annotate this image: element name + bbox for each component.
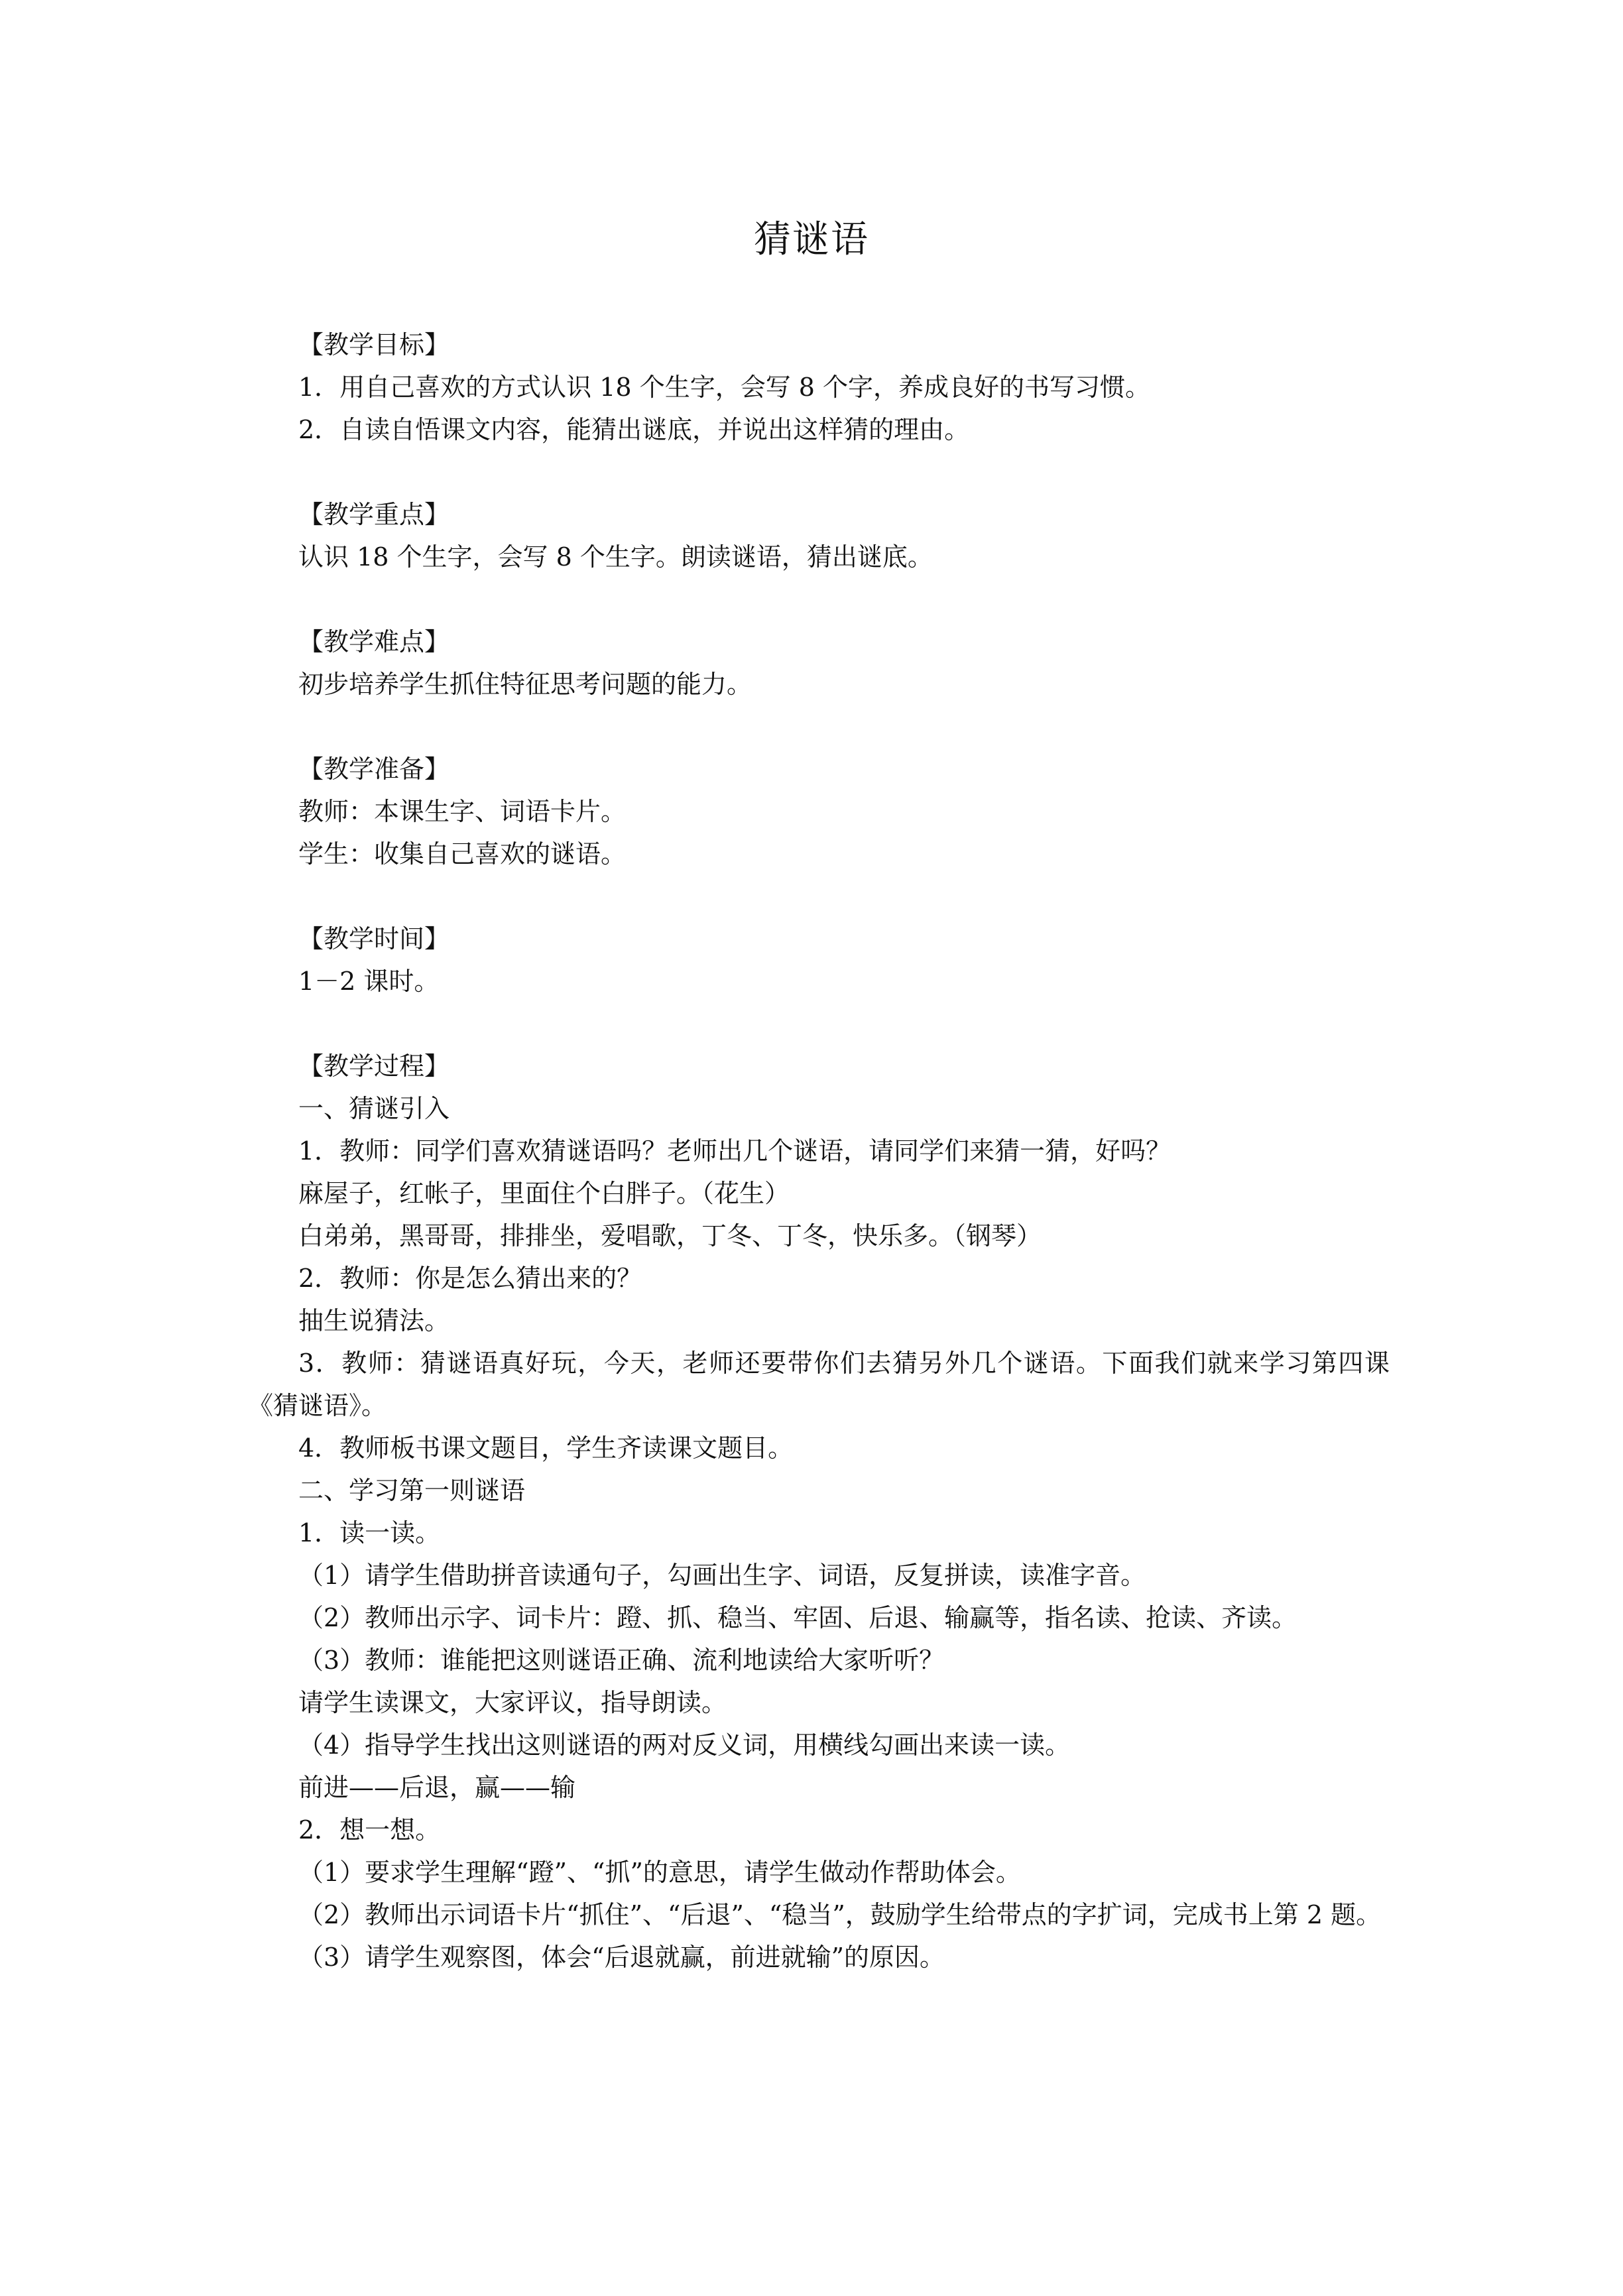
process-line: （1）要求学生理解“蹬”、“抓”的意思，请学生做动作帮助体会。 — [298, 1858, 1021, 1887]
preparation-teacher: 教师：本课生字、词语卡片。 — [298, 797, 627, 826]
process-line: （2）教师出示字、词卡片：蹬、抓、稳当、牢固、后退、输赢等，指名读、抢读、齐读。 — [298, 1603, 1297, 1632]
preparation-student: 学生：收集自己喜欢的谜语。 — [298, 839, 627, 869]
section-heading-process: 【教学过程】 — [298, 1052, 450, 1081]
section-heading-preparation: 【教学准备】 — [298, 755, 450, 784]
section-heading-time: 【教学时间】 — [298, 924, 450, 953]
process-line: （3）教师：谁能把这则谜语正确、流利地读给大家听听？ — [298, 1646, 945, 1675]
document-body — [248, 324, 1390, 1978]
section-heading-key-points: 【教学重点】 — [298, 500, 450, 529]
process-line: （4）指导学生找出这则谜语的两对反义词，用横线勾画出来读一读。 — [298, 1730, 1071, 1760]
difficulties-text: 初步培养学生抓住特征思考问题的能力。 — [298, 670, 752, 699]
time-text: 1－2 课时。 — [298, 967, 440, 996]
key-points-text: 认识 18 个生字，会写 8 个生字。朗读谜语，猜出谜底。 — [298, 542, 933, 572]
section-heading-difficulties: 【教学难点】 — [298, 627, 450, 656]
section-heading-objectives: 【教学目标】 — [298, 330, 450, 359]
process-line: 抽生说猜法。 — [298, 1306, 450, 1335]
process-line: 2．想一想。 — [298, 1815, 441, 1844]
process-line: 麻屋子，红帐子，里面住个白胖子。（花生） — [298, 1179, 790, 1208]
process-line: 2．教师：你是怎么猜出来的？ — [298, 1264, 642, 1293]
objective-item: 1．用自己喜欢的方式认识 18 个生字，会写 8 个字，养成良好的书写习惯。 — [298, 373, 1151, 402]
process-line: 前进——后退，赢——输 — [298, 1773, 576, 1802]
process-line: 1．教师：同学们喜欢猜谜语吗？老师出几个谜语，请同学们来猜一猜，好吗？ — [298, 1136, 1172, 1166]
process-line: 白弟弟，黑哥哥，排排坐，爱唱歌，丁冬、丁冬，快乐多。（钢琴） — [298, 1221, 1042, 1250]
document-title: 猜谜语 — [754, 218, 869, 261]
process-line: 请学生读课文，大家评议，指导朗读。 — [298, 1688, 727, 1717]
objective-item: 2．自读自悟课文内容，能猜出谜底，并说出这样猜的理由。 — [298, 415, 970, 444]
process-line: （2）教师出示词语卡片“抓住”、“后退”、“稳当”，鼓励学生给带点的字扩词，完成书上第 2 题。 — [298, 1900, 1382, 1929]
process-line: （1）请学生借助拼音读通句子，勾画出生字、词语，反复拼读，读准字音。 — [298, 1561, 1146, 1590]
process-line: 4．教师板书课文题目，学生齐读课文题目。 — [298, 1433, 794, 1463]
process-line: 3．教师：猜谜语真好玩，今天，老师还要带你们去猜另外几个谜语。下面我们就来学习第四课《猜谜语》。 — [248, 1349, 1390, 1420]
process-line: 1．读一读。 — [298, 1518, 441, 1547]
process-line: 二、学习第一则谜语 — [298, 1476, 526, 1505]
process-line: （3）请学生观察图，体会“后退就赢，前进就输”的原因。 — [298, 1943, 945, 1972]
process-line: 一、猜谜引入 — [298, 1094, 450, 1123]
